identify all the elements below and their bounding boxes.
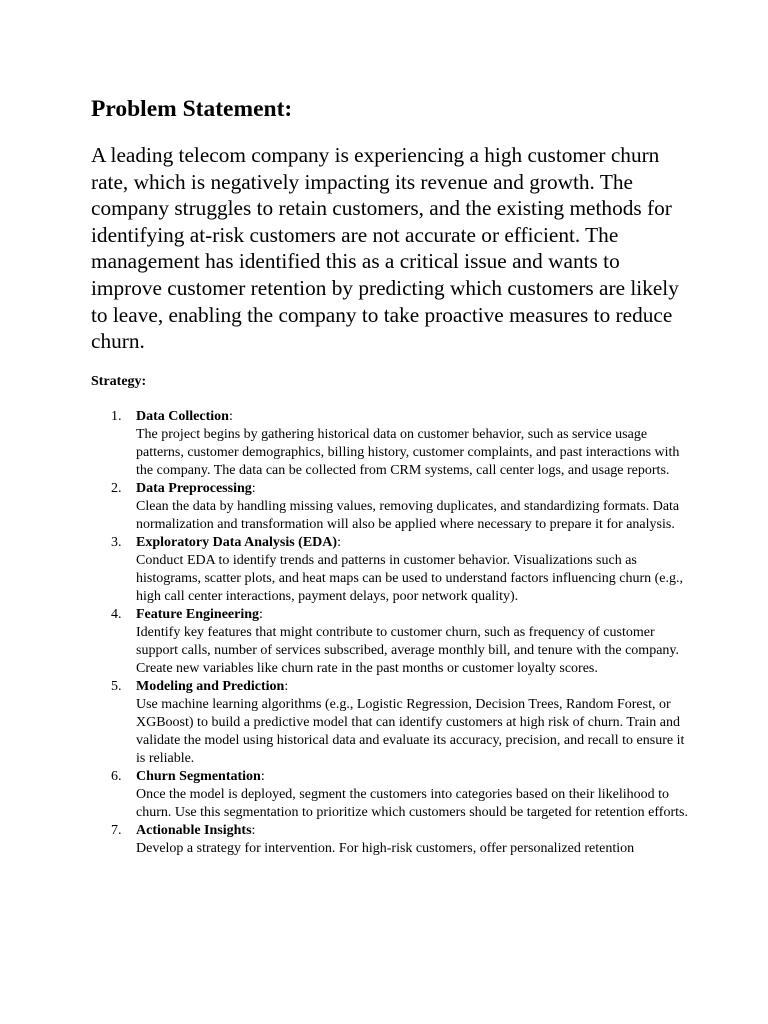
step-description: Identify key features that might contribute to customer churn, such as frequency of customer support calls, number of services subscribed, average monthly bill, and tenure with the company. Create new variables like churn rate in the past months or customer loyalty scores. (136, 624, 679, 676)
step-description: Once the model is deployed, segment the customers into categories based on their likelihood to churn. Use this segmentation to prioritize which customers should be targeted for retention efforts. (136, 786, 688, 820)
strategy-step (91, 480, 691, 534)
step-title-colon: : (337, 534, 341, 550)
strategy-step (91, 768, 691, 822)
step-title: Feature Engineering (136, 606, 260, 622)
step-title-colon: : (260, 768, 265, 784)
step-description: The project begins by gathering historical data on customer behavior, such as service usage patterns, customer demographics, billing history, customer complaints, and past interactions with the company. The data can be collected from CRM systems, call center logs, and usage reports. (136, 426, 680, 478)
step-title-colon: : (228, 408, 233, 424)
step-description: Conduct EDA to identify trends and patterns in customer behavior. Visualizations such as histograms, scatter plots, and heat maps can be used to understand factors influencing churn (e.g., high call center interactions, payment delays, poor network quality). (136, 552, 684, 604)
strategy-label: Strategy: (91, 373, 147, 389)
step-number: 2. (111, 480, 122, 496)
step-title: Data Preprocessing (136, 480, 252, 496)
strategy-steps-list (91, 408, 691, 858)
step-number: 3. (111, 534, 122, 550)
step-title-colon: : (284, 678, 289, 694)
strategy-step (91, 534, 691, 606)
step-title-colon: : (251, 480, 256, 496)
step-title: Modeling and Prediction (136, 678, 285, 694)
step-title: Exploratory Data Analysis (EDA) (136, 534, 338, 550)
strategy-step (91, 822, 691, 858)
problem-statement-heading: Problem Statement: (91, 96, 293, 122)
step-number: 4. (111, 606, 122, 622)
step-title: Actionable Insights (136, 822, 252, 838)
step-number: 1. (111, 408, 122, 424)
step-number: 7. (111, 822, 122, 838)
step-description: Use machine learning algorithms (e.g., Logistic Regression, Decision Trees, Random Forest, or XGBoost) to build a predictive model that can identify customers at high risk of churn. Train and validate the model using historical data and evaluate its accuracy, precision, and recall to ensure it is reliable. (136, 696, 685, 766)
step-title: Data Collection (136, 408, 229, 424)
step-title: Churn Segmentation (136, 768, 261, 784)
strategy-step (91, 606, 691, 678)
step-description: Develop a strategy for intervention. For high-risk customers, offer personalized retention (136, 840, 635, 856)
strategy-step (91, 678, 691, 768)
step-number: 6. (111, 768, 122, 784)
strategy-step (91, 408, 691, 480)
step-number: 5. (111, 678, 122, 694)
step-description: Clean the data by handling missing values, removing duplicates, and standardizing formats. Data normalization and transformation will also be applied where necessary to prepare it for analysis. (136, 498, 680, 532)
step-title-colon: : (259, 606, 263, 622)
problem-statement-text: A leading telecom company is experiencing a high customer churn rate, which is negatively impacting its revenue and growth. The company struggles to retain customers, and the existing methods for identifying at-risk customers are not accurate or efficient. The management has identified this as a critical issue and wants to improve customer retention by predicting which customers are likely to leave, enabling the company to take proactive measures to reduce churn. (91, 143, 679, 354)
step-title-colon: : (251, 822, 256, 838)
document-content (91, 94, 691, 858)
